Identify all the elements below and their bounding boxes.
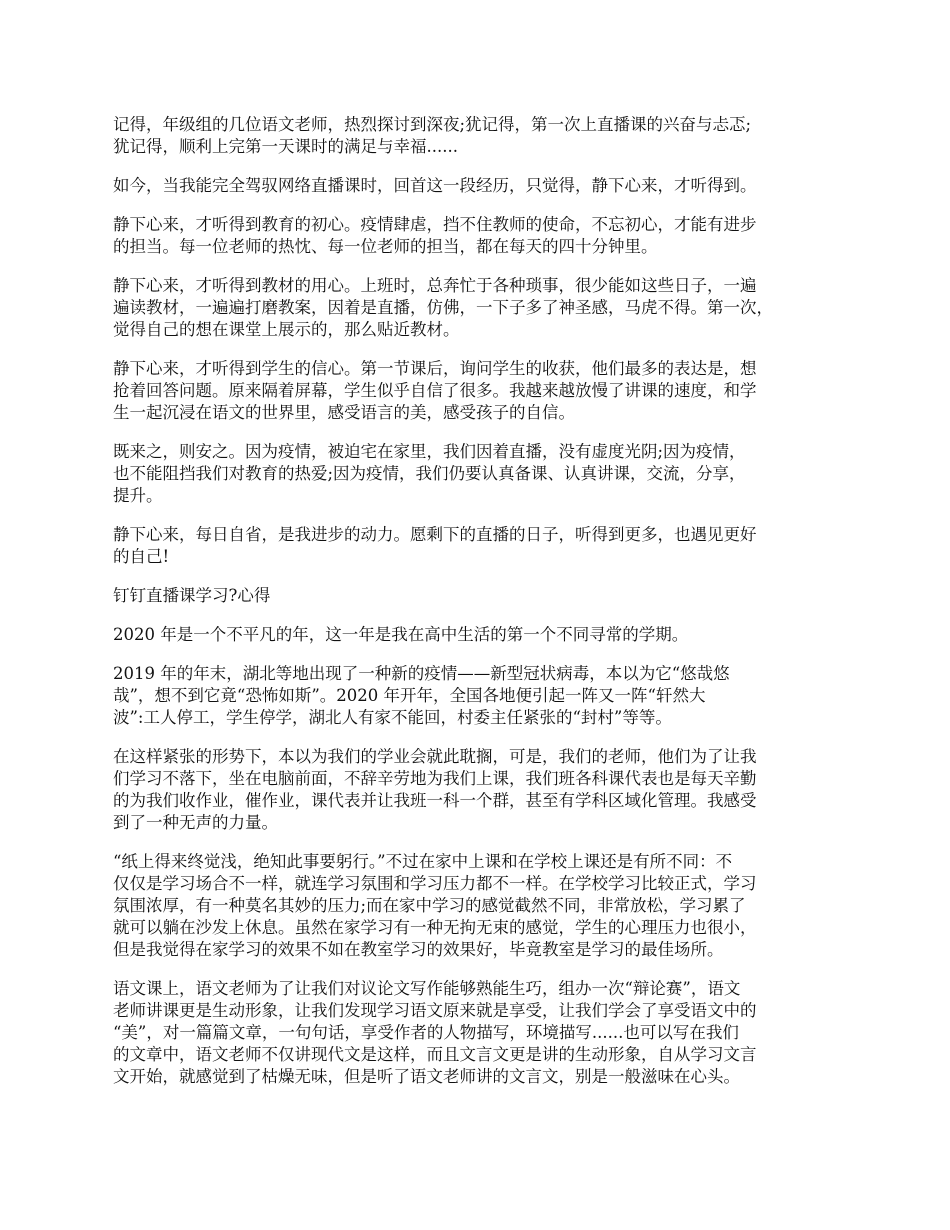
paragraph: 静下心来，每日自省，是我进步的动力。愿剩下的直播的日子，听得到更多，也遇见更好 的自己! (113, 525, 757, 566)
paragraph: 语文课上，语文老师为了让我们对议论文写作能够熟能生巧，组办一次“辩论赛”，语文 老师讲课更是生动形象，让我们发现学习语文原来就是享受，让我们学会了享受语文中的 “美”，对一篇篇文章，一句句话，享受作者的人物描写，环境描写......也可以写在我们 的文章中，语文老师不仅讲现代文是这样，而且文言文更是讲的生动形象，自从学习文言 文开始，就感觉到了枯燥无味，但是听了语文老师讲的文言文，别是一般滋味在心头。 (113, 979, 757, 1086)
paragraph: “纸上得来终觉浅，绝知此事要躬行。”不过在家中上课和在学校上课还是有所不同：不 仅仅是学习场合不一样，就连学习氛围和学习压力都不一样。在学校学习比较正式，学习 氛围浓厚，有一种莫名其妙的压力;而在家中学习的感觉截然不同，非常放松，学习累了 就可以躺在沙发上休息。虽然在家学习有一种无拘无束的感觉，学生的心理压力也很小， 但是我觉得在家学习的效果不如在教室学习的效果好，毕竟教室是学习的最佳场所。 (113, 852, 757, 959)
document-body (113, 114, 853, 1105)
paragraph: 2020 年是一个不平凡的年，这一年是我在高中生活的第一个不同寻常的学期。 (113, 625, 689, 644)
paragraph: 在这样紧张的形势下，本以为我们的学业会就此耽搁，可是，我们的老师，他们为了让我 们学习不落下，坐在电脑前面，不辞辛劳地为我们上课，我们班各科课代表也是每天辛勤 的为我们收作业，催作业，课代表并让我班一科一个群，甚至有学科区域化管理。我感受 到了一种无声的力量。 (113, 747, 757, 832)
paragraph: 2019 年的年末，湖北等地出现了一种新的疫情——新型冠状病毒，本以为它“悠哉悠 哉”，想不到它竟“恐怖如斯”。2020 年开年，全国各地便引起一阵又一阵“轩然大 波”:工人停工，学生停学，湖北人有家不能回，村委主任紧张的“封村”等等。 (113, 664, 730, 727)
paragraph: 静下心来，才听得到教材的用心。上班时，总奔忙于各种琐事，很少能如这些日子，一遍 遍读教材，一遍遍打磨教案，因着是直播，仿佛，一下子多了神圣感，马虎不得。第一次， 觉得自己的想在课堂上展示的，那么贴近教材。 (113, 276, 773, 339)
paragraph: 静下心来，才听得到学生的信心。第一节课后，询问学生的收获，他们最多的表达是，想 抢着回答问题。原来隔着屏幕，学生似乎自信了很多。我越来越放慢了讲课的速度，和学 生一起沉浸在语文的世界里，感受语言的美，感受孩子的自信。 (113, 359, 757, 422)
paragraph: 静下心来，才听得到教育的初心。疫情肆虐，挡不住教师的使命，不忘初心，才能有进步 的担当。每一位老师的热忱、每一位老师的担当，都在每天的四十分钟里。 (113, 215, 757, 256)
paragraph: 既来之，则安之。因为疫情，被迫宅在家里，我们因着直播，没有虚度光阴;因为疫情， 也不能阻挡我们对教育的热爱;因为疫情，我们仍要认真备课、认真讲课，交流，分享， 提升。 (113, 442, 746, 505)
section-heading: 钉钉直播课学习?心得 (113, 586, 271, 605)
paragraph: 记得，年级组的几位语文老师，热烈探讨到深夜;犹记得，第一次上直播课的兴奋与忐忑; 犹记得，顺利上完第一天课时的满足与幸福...... (113, 115, 752, 156)
paragraph: 如今，当我能完全驾驭网络直播课时，回首这一段经历，只觉得，静下心来，才听得到。 (113, 176, 757, 195)
